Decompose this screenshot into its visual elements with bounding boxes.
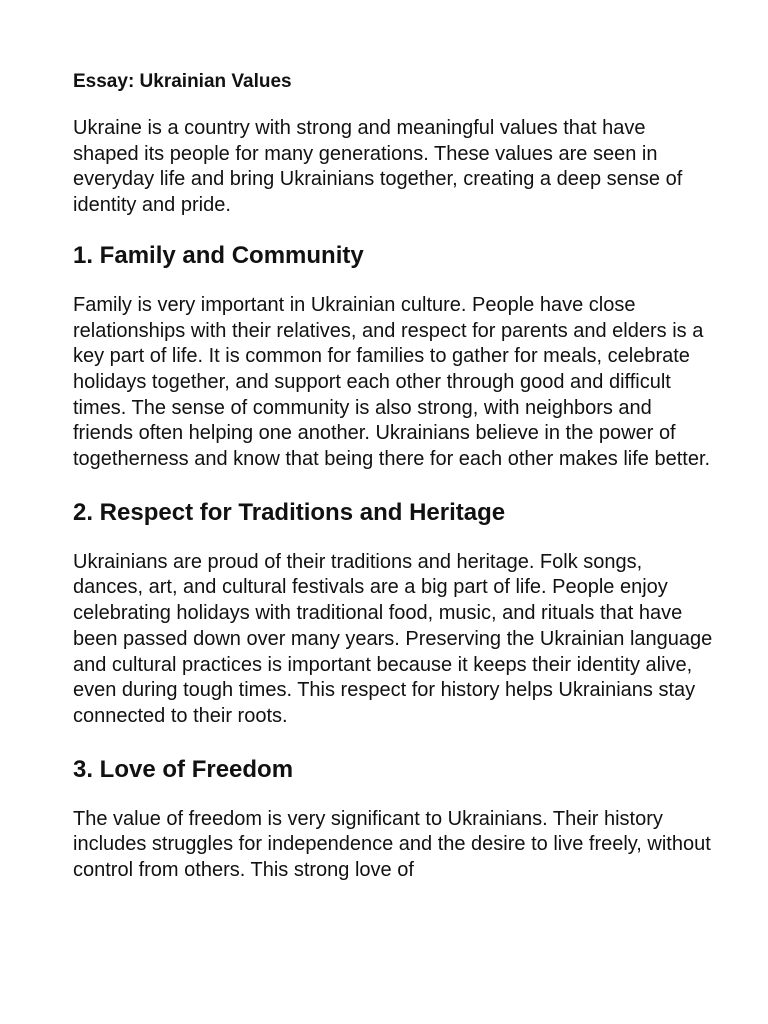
document-page	[73, 68, 713, 909]
section-love-of-freedom	[73, 755, 713, 884]
section-heading: 2. Respect for Traditions and Heritage	[73, 498, 506, 526]
section-heading: 3. Love of Freedom	[73, 755, 294, 783]
section-heading: 1. Family and Community	[73, 241, 364, 269]
intro-paragraph: Ukraine is a country with strong and meaningful values that have shaped its people for many generations. These values are seen in everyday life and bring Ukrainians together, creating a deep sense of identity and pride.	[73, 117, 683, 217]
section-paragraph: The value of freedom is very significant to Ukrainians. Their history includes struggles for independence and the desire to live freely, without control from others. This strong love of	[73, 807, 711, 882]
section-paragraph: Family is very important in Ukrainian culture. People have close relationships with their relatives, and respect for parents and elders is a key part of life. It is common for families to gather for meals, celebrate holidays together, and support each other through good and difficult times. The sense of community is also strong, with neighbors and friends often helping one another. Ukrainians believe in the power of togetherness and know that being there for each other makes life better.	[73, 293, 711, 471]
essay-title: Essay: Ukrainian Values	[73, 71, 292, 92]
section-family-community	[73, 241, 713, 473]
section-paragraph: Ukrainians are proud of their traditions and heritage. Folk songs, dances, art, and cultural festivals are a big part of life. People enjoy celebrating holidays with traditional food, music, and rituals that have been passed down over many years. Preserving the Ukrainian language and cultural practices is important because it keeps their identity alive, even during tough times. This respect for history helps Ukrainians stay connected to their roots.	[73, 550, 713, 727]
section-traditions-heritage	[73, 498, 713, 730]
